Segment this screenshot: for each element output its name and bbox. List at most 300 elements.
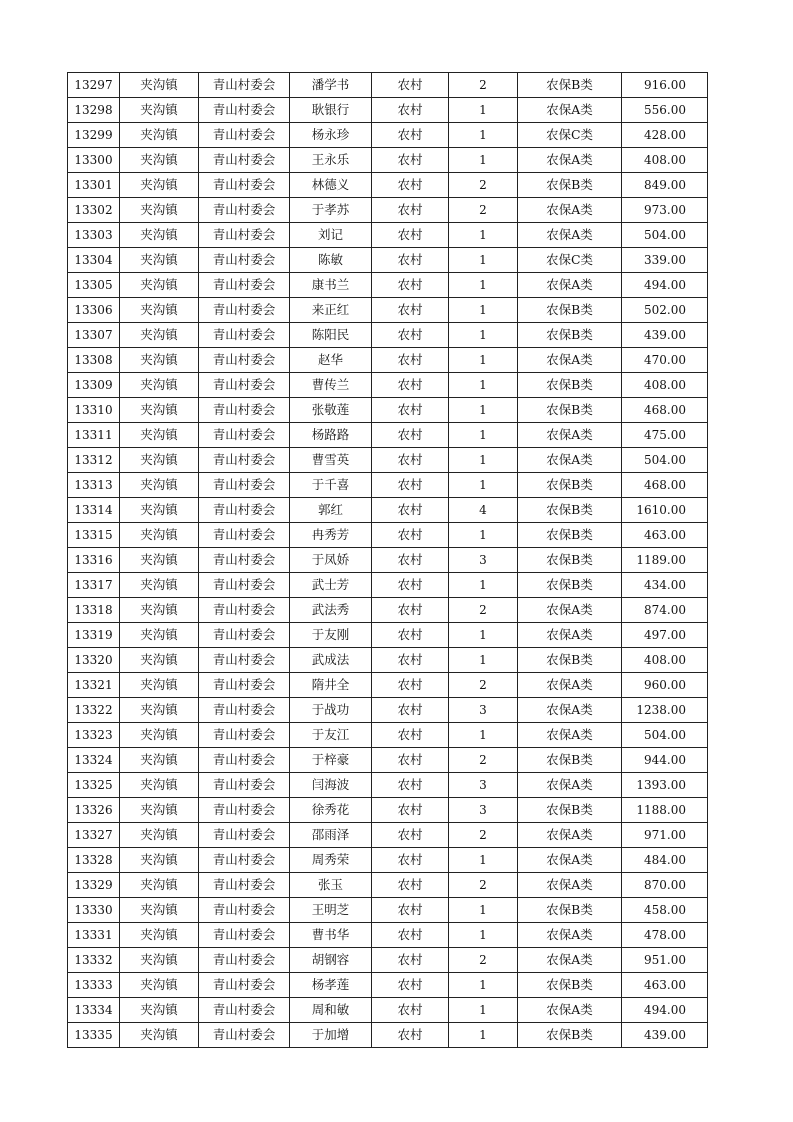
table-row (68, 848, 708, 873)
household-count-cell: 1 (449, 448, 518, 473)
records-body (68, 73, 708, 1048)
amount-cell: 475.00 (622, 423, 708, 448)
insurance-category-cell: 农保A类 (518, 873, 622, 898)
name-cell: 曹传兰 (290, 373, 372, 398)
area-type-cell: 农村 (372, 923, 449, 948)
area-type-cell: 农村 (372, 173, 449, 198)
household-count-cell: 2 (449, 873, 518, 898)
village-committee-cell: 青山村委会 (199, 448, 290, 473)
name-cell: 于加增 (290, 1023, 372, 1048)
name-cell: 刘记 (290, 223, 372, 248)
table-row (68, 673, 708, 698)
town-cell: 夹沟镇 (120, 548, 199, 573)
table-row (68, 798, 708, 823)
record-id-cell: 13334 (68, 998, 120, 1023)
amount-cell: 408.00 (622, 373, 708, 398)
household-count-cell: 1 (449, 848, 518, 873)
record-id-cell: 13317 (68, 573, 120, 598)
town-cell: 夹沟镇 (120, 273, 199, 298)
household-count-cell: 1 (449, 623, 518, 648)
town-cell: 夹沟镇 (120, 248, 199, 273)
town-cell: 夹沟镇 (120, 398, 199, 423)
area-type-cell: 农村 (372, 123, 449, 148)
amount-cell: 428.00 (622, 123, 708, 148)
record-id-cell: 13298 (68, 98, 120, 123)
name-cell: 杨孝莲 (290, 973, 372, 998)
area-type-cell: 农村 (372, 898, 449, 923)
amount-cell: 458.00 (622, 898, 708, 923)
household-count-cell: 2 (449, 948, 518, 973)
area-type-cell: 农村 (372, 698, 449, 723)
area-type-cell: 农村 (372, 448, 449, 473)
record-id-cell: 13305 (68, 273, 120, 298)
area-type-cell: 农村 (372, 148, 449, 173)
name-cell: 周秀荣 (290, 848, 372, 873)
village-committee-cell: 青山村委会 (199, 698, 290, 723)
name-cell: 陈敏 (290, 248, 372, 273)
insurance-category-cell: 农保B类 (518, 798, 622, 823)
insurance-category-cell: 农保B类 (518, 898, 622, 923)
village-committee-cell: 青山村委会 (199, 923, 290, 948)
town-cell: 夹沟镇 (120, 123, 199, 148)
town-cell: 夹沟镇 (120, 998, 199, 1023)
town-cell: 夹沟镇 (120, 673, 199, 698)
household-count-cell: 1 (449, 1023, 518, 1048)
town-cell: 夹沟镇 (120, 523, 199, 548)
insurance-category-cell: 农保B类 (518, 323, 622, 348)
record-id-cell: 13329 (68, 873, 120, 898)
amount-cell: 1393.00 (622, 773, 708, 798)
area-type-cell: 农村 (372, 473, 449, 498)
town-cell: 夹沟镇 (120, 173, 199, 198)
record-id-cell: 13332 (68, 948, 120, 973)
area-type-cell: 农村 (372, 273, 449, 298)
table-row (68, 448, 708, 473)
household-count-cell: 1 (449, 898, 518, 923)
village-committee-cell: 青山村委会 (199, 673, 290, 698)
area-type-cell: 农村 (372, 623, 449, 648)
town-cell: 夹沟镇 (120, 973, 199, 998)
record-id-cell: 13316 (68, 548, 120, 573)
village-committee-cell: 青山村委会 (199, 498, 290, 523)
village-committee-cell: 青山村委会 (199, 773, 290, 798)
name-cell: 赵华 (290, 348, 372, 373)
name-cell: 于千喜 (290, 473, 372, 498)
area-type-cell: 农村 (372, 248, 449, 273)
village-committee-cell: 青山村委会 (199, 123, 290, 148)
insurance-category-cell: 农保B类 (518, 648, 622, 673)
amount-cell: 468.00 (622, 473, 708, 498)
town-cell: 夹沟镇 (120, 573, 199, 598)
table-row (68, 598, 708, 623)
village-committee-cell: 青山村委会 (199, 848, 290, 873)
name-cell: 潘学书 (290, 73, 372, 98)
household-count-cell: 1 (449, 723, 518, 748)
village-committee-cell: 青山村委会 (199, 648, 290, 673)
amount-cell: 971.00 (622, 823, 708, 848)
town-cell: 夹沟镇 (120, 923, 199, 948)
records-table (67, 72, 708, 1048)
amount-cell: 916.00 (622, 73, 708, 98)
household-count-cell: 1 (449, 273, 518, 298)
household-count-cell: 1 (449, 473, 518, 498)
record-id-cell: 13330 (68, 898, 120, 923)
village-committee-cell: 青山村委会 (199, 73, 290, 98)
record-id-cell: 13301 (68, 173, 120, 198)
household-count-cell: 1 (449, 373, 518, 398)
household-count-cell: 1 (449, 123, 518, 148)
town-cell: 夹沟镇 (120, 773, 199, 798)
table-row (68, 73, 708, 98)
insurance-category-cell: 农保A类 (518, 448, 622, 473)
insurance-category-cell: 农保A类 (518, 998, 622, 1023)
insurance-category-cell: 农保C类 (518, 123, 622, 148)
amount-cell: 1189.00 (622, 548, 708, 573)
amount-cell: 973.00 (622, 198, 708, 223)
town-cell: 夹沟镇 (120, 373, 199, 398)
area-type-cell: 农村 (372, 773, 449, 798)
amount-cell: 439.00 (622, 323, 708, 348)
insurance-category-cell: 农保B类 (518, 298, 622, 323)
village-committee-cell: 青山村委会 (199, 473, 290, 498)
town-cell: 夹沟镇 (120, 948, 199, 973)
record-id-cell: 13318 (68, 598, 120, 623)
amount-cell: 504.00 (622, 223, 708, 248)
household-count-cell: 3 (449, 548, 518, 573)
area-type-cell: 农村 (372, 423, 449, 448)
table-row (68, 823, 708, 848)
record-id-cell: 13304 (68, 248, 120, 273)
name-cell: 张敬莲 (290, 398, 372, 423)
household-count-cell: 1 (449, 423, 518, 448)
table-row (68, 198, 708, 223)
town-cell: 夹沟镇 (120, 348, 199, 373)
name-cell: 闫海波 (290, 773, 372, 798)
amount-cell: 408.00 (622, 148, 708, 173)
town-cell: 夹沟镇 (120, 448, 199, 473)
name-cell: 康书兰 (290, 273, 372, 298)
town-cell: 夹沟镇 (120, 1023, 199, 1048)
record-id-cell: 13306 (68, 298, 120, 323)
insurance-category-cell: 农保A类 (518, 623, 622, 648)
table-row (68, 898, 708, 923)
area-type-cell: 农村 (372, 298, 449, 323)
household-count-cell: 1 (449, 973, 518, 998)
name-cell: 于凤娇 (290, 548, 372, 573)
amount-cell: 849.00 (622, 173, 708, 198)
household-count-cell: 1 (449, 923, 518, 948)
household-count-cell: 2 (449, 198, 518, 223)
village-committee-cell: 青山村委会 (199, 273, 290, 298)
area-type-cell: 农村 (372, 948, 449, 973)
name-cell: 邵雨泽 (290, 823, 372, 848)
name-cell: 耿银行 (290, 98, 372, 123)
insurance-category-cell: 农保A类 (518, 848, 622, 873)
amount-cell: 504.00 (622, 448, 708, 473)
table-row (68, 373, 708, 398)
name-cell: 于孝苏 (290, 198, 372, 223)
table-row (68, 298, 708, 323)
area-type-cell: 农村 (372, 323, 449, 348)
household-count-cell: 1 (449, 223, 518, 248)
amount-cell: 463.00 (622, 523, 708, 548)
amount-cell: 944.00 (622, 748, 708, 773)
table-row (68, 873, 708, 898)
area-type-cell: 农村 (372, 398, 449, 423)
village-committee-cell: 青山村委会 (199, 423, 290, 448)
insurance-category-cell: 农保A类 (518, 773, 622, 798)
insurance-category-cell: 农保A类 (518, 698, 622, 723)
insurance-category-cell: 农保A类 (518, 948, 622, 973)
town-cell: 夹沟镇 (120, 98, 199, 123)
household-count-cell: 2 (449, 598, 518, 623)
name-cell: 曹书华 (290, 923, 372, 948)
insurance-category-cell: 农保B类 (518, 498, 622, 523)
table-row (68, 648, 708, 673)
household-count-cell: 1 (449, 348, 518, 373)
amount-cell: 497.00 (622, 623, 708, 648)
area-type-cell: 农村 (372, 223, 449, 248)
household-count-cell: 2 (449, 673, 518, 698)
village-committee-cell: 青山村委会 (199, 348, 290, 373)
record-id-cell: 13321 (68, 673, 120, 698)
table-row (68, 423, 708, 448)
area-type-cell: 农村 (372, 348, 449, 373)
amount-cell: 1188.00 (622, 798, 708, 823)
town-cell: 夹沟镇 (120, 698, 199, 723)
area-type-cell: 农村 (372, 523, 449, 548)
town-cell: 夹沟镇 (120, 148, 199, 173)
name-cell: 隋井全 (290, 673, 372, 698)
name-cell: 郭红 (290, 498, 372, 523)
amount-cell: 463.00 (622, 973, 708, 998)
name-cell: 于友江 (290, 723, 372, 748)
village-committee-cell: 青山村委会 (199, 173, 290, 198)
name-cell: 杨永珍 (290, 123, 372, 148)
amount-cell: 494.00 (622, 998, 708, 1023)
area-type-cell: 农村 (372, 573, 449, 598)
area-type-cell: 农村 (372, 373, 449, 398)
amount-cell: 1610.00 (622, 498, 708, 523)
name-cell: 武法秀 (290, 598, 372, 623)
record-id-cell: 13333 (68, 973, 120, 998)
table-row (68, 998, 708, 1023)
record-id-cell: 13322 (68, 698, 120, 723)
town-cell: 夹沟镇 (120, 848, 199, 873)
amount-cell: 434.00 (622, 573, 708, 598)
insurance-category-cell: 农保B类 (518, 748, 622, 773)
town-cell: 夹沟镇 (120, 748, 199, 773)
area-type-cell: 农村 (372, 823, 449, 848)
table-row (68, 223, 708, 248)
village-committee-cell: 青山村委会 (199, 223, 290, 248)
household-count-cell: 1 (449, 298, 518, 323)
record-id-cell: 13326 (68, 798, 120, 823)
record-id-cell: 13300 (68, 148, 120, 173)
table-row (68, 698, 708, 723)
village-committee-cell: 青山村委会 (199, 523, 290, 548)
insurance-category-cell: 农保B类 (518, 1023, 622, 1048)
name-cell: 王明芝 (290, 898, 372, 923)
insurance-category-cell: 农保B类 (518, 573, 622, 598)
name-cell: 杨路路 (290, 423, 372, 448)
name-cell: 张玉 (290, 873, 372, 898)
table-row (68, 623, 708, 648)
name-cell: 于战功 (290, 698, 372, 723)
name-cell: 周和敏 (290, 998, 372, 1023)
table-row (68, 748, 708, 773)
village-committee-cell: 青山村委会 (199, 248, 290, 273)
household-count-cell: 1 (449, 648, 518, 673)
table-row (68, 523, 708, 548)
record-id-cell: 13312 (68, 448, 120, 473)
name-cell: 陈阳民 (290, 323, 372, 348)
insurance-category-cell: 农保B类 (518, 73, 622, 98)
area-type-cell: 农村 (372, 848, 449, 873)
record-id-cell: 13328 (68, 848, 120, 873)
table-row (68, 248, 708, 273)
amount-cell: 478.00 (622, 923, 708, 948)
record-id-cell: 13309 (68, 373, 120, 398)
amount-cell: 874.00 (622, 598, 708, 623)
table-row (68, 473, 708, 498)
record-id-cell: 13314 (68, 498, 120, 523)
record-id-cell: 13315 (68, 523, 120, 548)
town-cell: 夹沟镇 (120, 723, 199, 748)
area-type-cell: 农村 (372, 648, 449, 673)
insurance-category-cell: 农保A类 (518, 923, 622, 948)
insurance-category-cell: 农保A类 (518, 723, 622, 748)
town-cell: 夹沟镇 (120, 198, 199, 223)
table-row (68, 773, 708, 798)
town-cell: 夹沟镇 (120, 598, 199, 623)
household-count-cell: 1 (449, 148, 518, 173)
insurance-category-cell: 农保B类 (518, 398, 622, 423)
insurance-category-cell: 农保A类 (518, 423, 622, 448)
insurance-category-cell: 农保A类 (518, 823, 622, 848)
insurance-category-cell: 农保B类 (518, 473, 622, 498)
area-type-cell: 农村 (372, 723, 449, 748)
record-id-cell: 13303 (68, 223, 120, 248)
household-count-cell: 3 (449, 773, 518, 798)
record-id-cell: 13335 (68, 1023, 120, 1048)
amount-cell: 339.00 (622, 248, 708, 273)
insurance-category-cell: 农保A类 (518, 673, 622, 698)
village-committee-cell: 青山村委会 (199, 898, 290, 923)
village-committee-cell: 青山村委会 (199, 873, 290, 898)
name-cell: 于梓豪 (290, 748, 372, 773)
village-committee-cell: 青山村委会 (199, 548, 290, 573)
record-id-cell: 13324 (68, 748, 120, 773)
record-id-cell: 13327 (68, 823, 120, 848)
village-committee-cell: 青山村委会 (199, 823, 290, 848)
insurance-category-cell: 农保A类 (518, 198, 622, 223)
table-row (68, 123, 708, 148)
area-type-cell: 农村 (372, 973, 449, 998)
area-type-cell: 农村 (372, 548, 449, 573)
table-row (68, 173, 708, 198)
record-id-cell: 13302 (68, 198, 120, 223)
insurance-category-cell: 农保B类 (518, 373, 622, 398)
area-type-cell: 农村 (372, 198, 449, 223)
village-committee-cell: 青山村委会 (199, 298, 290, 323)
amount-cell: 494.00 (622, 273, 708, 298)
record-id-cell: 13325 (68, 773, 120, 798)
town-cell: 夹沟镇 (120, 898, 199, 923)
insurance-category-cell: 农保B类 (518, 523, 622, 548)
table-row (68, 923, 708, 948)
household-count-cell: 1 (449, 398, 518, 423)
village-committee-cell: 青山村委会 (199, 948, 290, 973)
amount-cell: 468.00 (622, 398, 708, 423)
area-type-cell: 农村 (372, 598, 449, 623)
amount-cell: 1238.00 (622, 698, 708, 723)
table-row (68, 973, 708, 998)
household-count-cell: 1 (449, 573, 518, 598)
insurance-category-cell: 农保B类 (518, 973, 622, 998)
table-row (68, 323, 708, 348)
insurance-category-cell: 农保A类 (518, 598, 622, 623)
village-committee-cell: 青山村委会 (199, 973, 290, 998)
record-id-cell: 13319 (68, 623, 120, 648)
village-committee-cell: 青山村委会 (199, 998, 290, 1023)
record-id-cell: 13320 (68, 648, 120, 673)
area-type-cell: 农村 (372, 673, 449, 698)
area-type-cell: 农村 (372, 73, 449, 98)
table-row (68, 498, 708, 523)
village-committee-cell: 青山村委会 (199, 723, 290, 748)
table-row (68, 573, 708, 598)
household-count-cell: 2 (449, 173, 518, 198)
table-row (68, 948, 708, 973)
town-cell: 夹沟镇 (120, 323, 199, 348)
name-cell: 王永乐 (290, 148, 372, 173)
village-committee-cell: 青山村委会 (199, 373, 290, 398)
household-count-cell: 1 (449, 998, 518, 1023)
name-cell: 徐秀花 (290, 798, 372, 823)
area-type-cell: 农村 (372, 798, 449, 823)
insurance-category-cell: 农保A类 (518, 148, 622, 173)
record-id-cell: 13308 (68, 348, 120, 373)
name-cell: 曹雪英 (290, 448, 372, 473)
insurance-category-cell: 农保A类 (518, 348, 622, 373)
insurance-category-cell: 农保A类 (518, 273, 622, 298)
record-id-cell: 13299 (68, 123, 120, 148)
town-cell: 夹沟镇 (120, 823, 199, 848)
household-count-cell: 4 (449, 498, 518, 523)
record-id-cell: 13297 (68, 73, 120, 98)
household-count-cell: 3 (449, 798, 518, 823)
amount-cell: 408.00 (622, 648, 708, 673)
record-id-cell: 13323 (68, 723, 120, 748)
household-count-cell: 1 (449, 98, 518, 123)
amount-cell: 951.00 (622, 948, 708, 973)
table-row (68, 1023, 708, 1048)
record-id-cell: 13313 (68, 473, 120, 498)
amount-cell: 502.00 (622, 298, 708, 323)
table-row (68, 273, 708, 298)
area-type-cell: 农村 (372, 873, 449, 898)
town-cell: 夹沟镇 (120, 473, 199, 498)
household-count-cell: 2 (449, 823, 518, 848)
village-committee-cell: 青山村委会 (199, 98, 290, 123)
town-cell: 夹沟镇 (120, 648, 199, 673)
town-cell: 夹沟镇 (120, 623, 199, 648)
village-committee-cell: 青山村委会 (199, 1023, 290, 1048)
name-cell: 来正红 (290, 298, 372, 323)
name-cell: 武士芳 (290, 573, 372, 598)
village-committee-cell: 青山村委会 (199, 598, 290, 623)
